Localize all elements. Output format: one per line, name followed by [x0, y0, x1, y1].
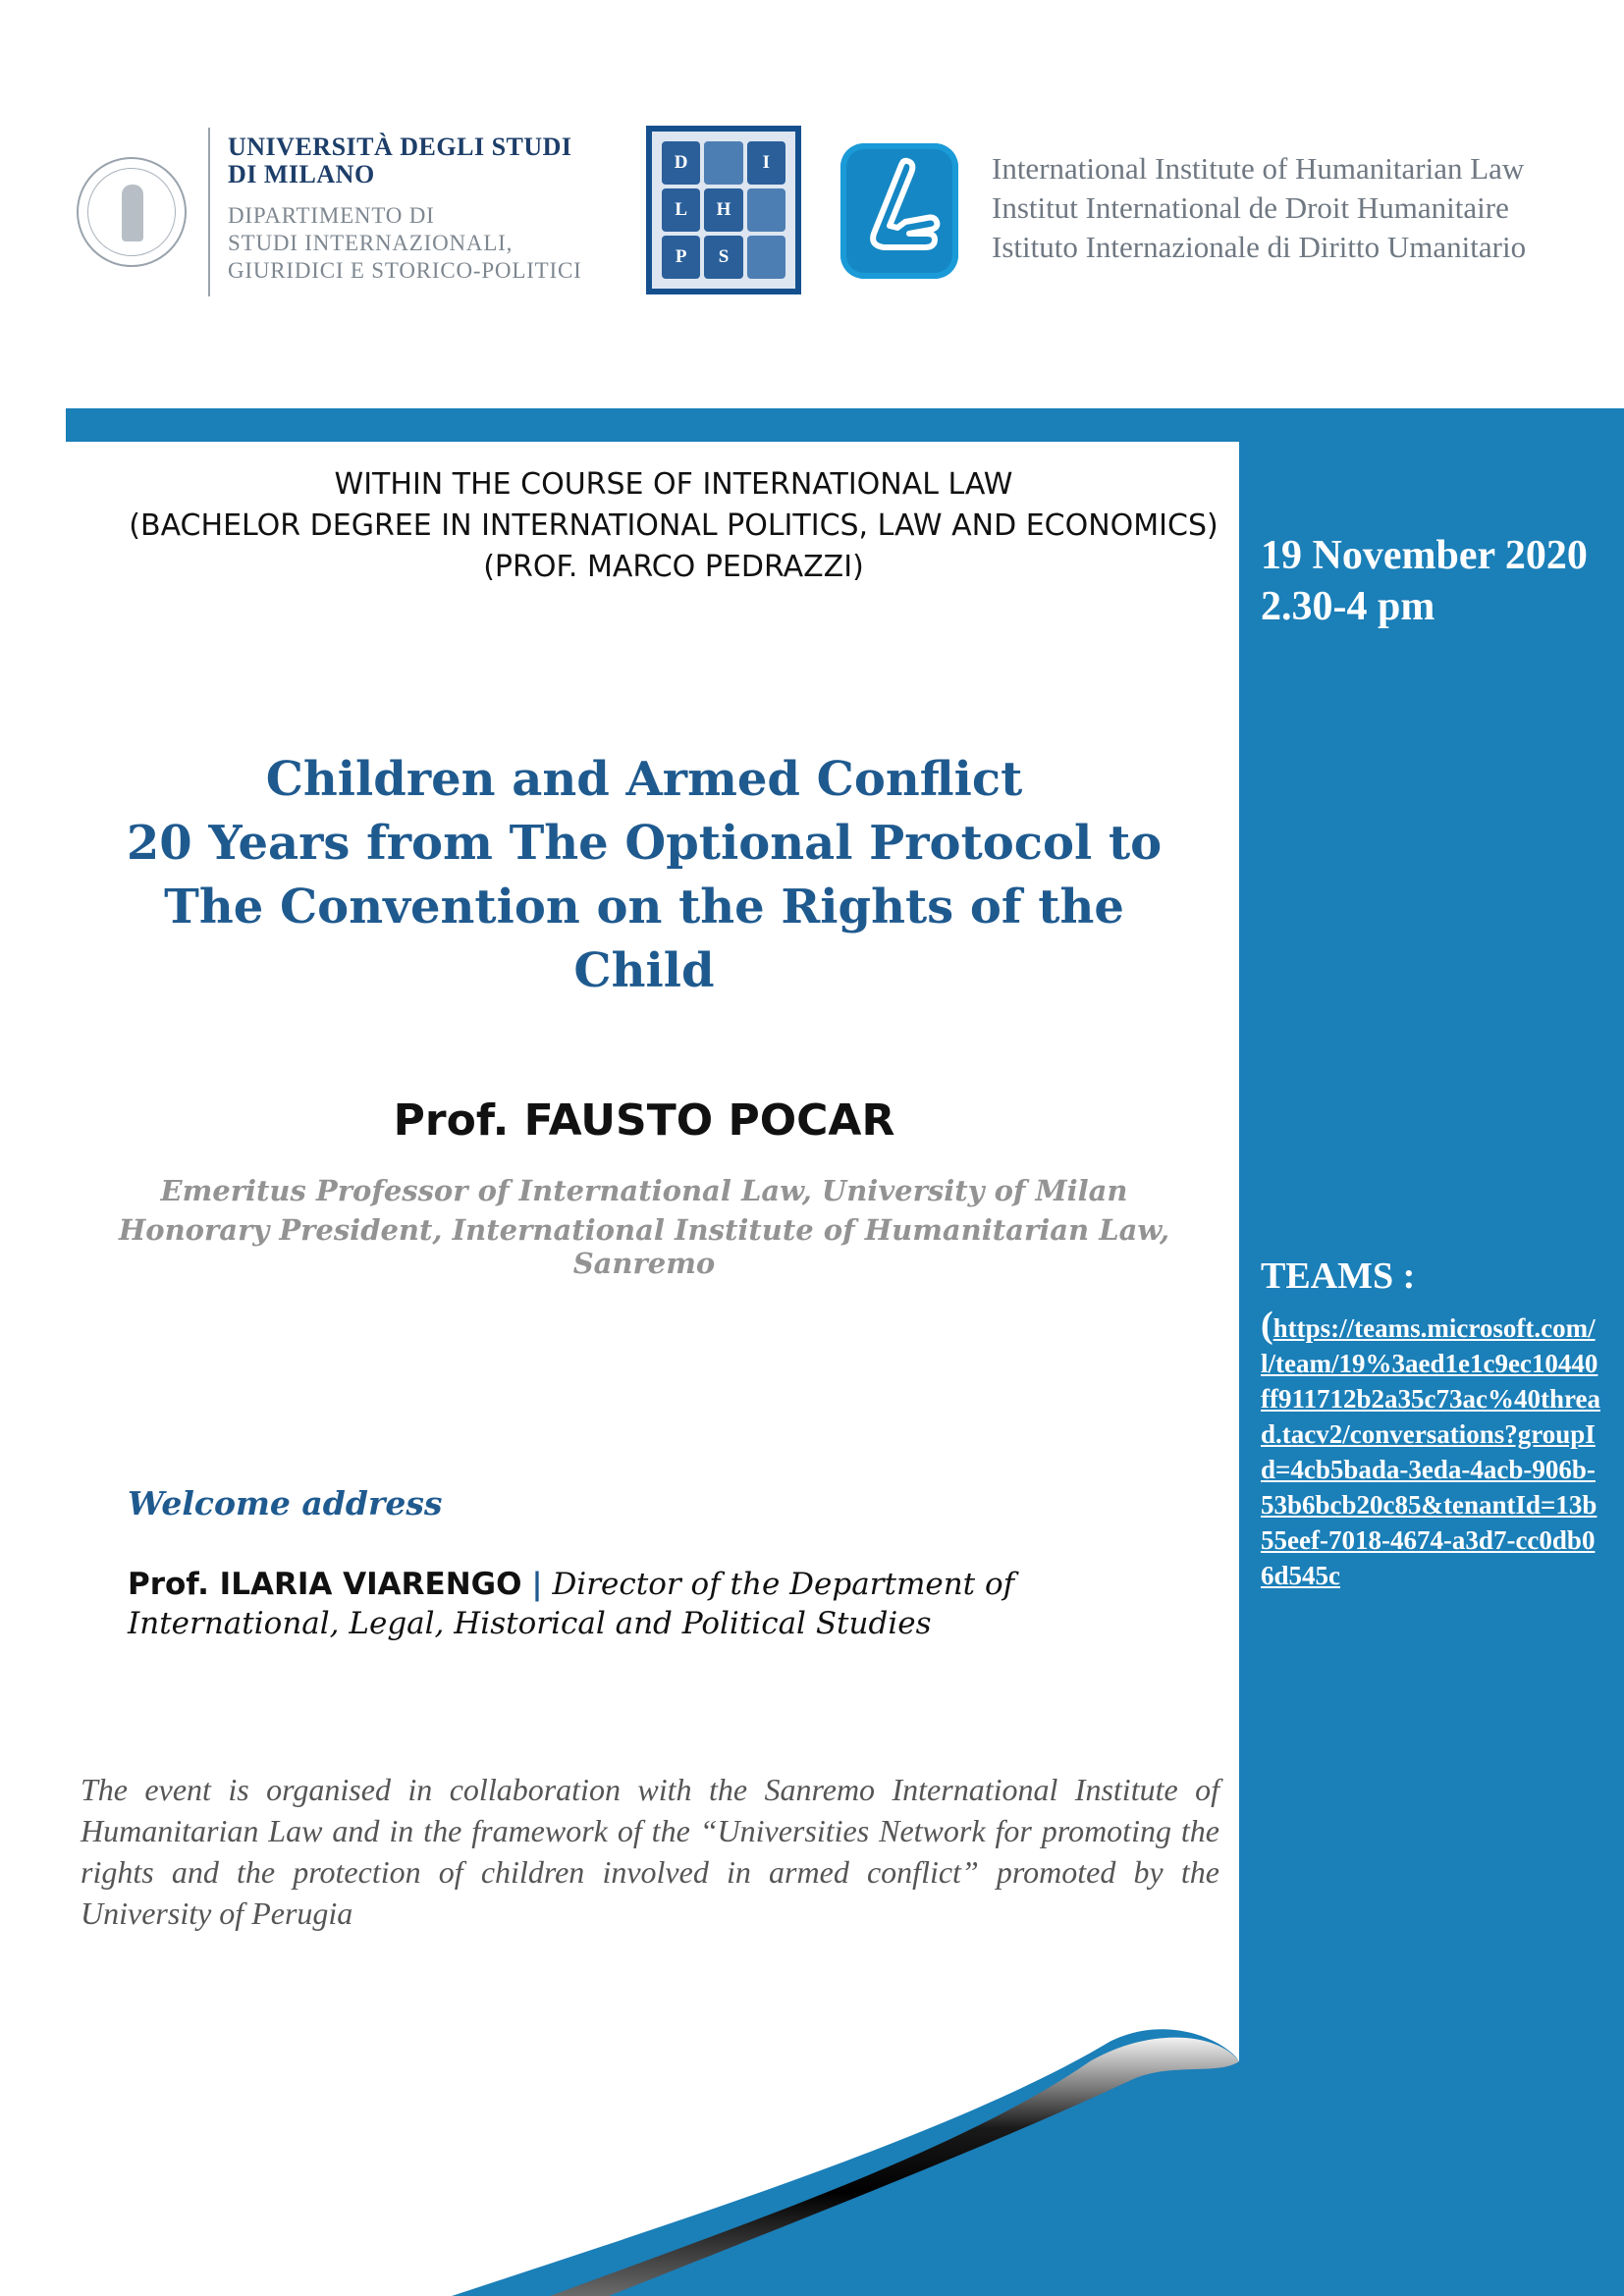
seal-figure	[122, 185, 143, 241]
puzzle-piece: D	[662, 141, 700, 185]
welcome-speaker	[128, 1565, 1219, 1643]
collaboration-note: The event is organised in collaboration with the Sanremo International Institute of Humanitarian Law and in the framework of the “Universities Network for promoting the rights and the protection of children involved in armed conflict” promoted by the University of Perugia	[81, 1772, 1219, 1931]
unimi-seal-logo	[77, 157, 187, 267]
puzzle-piece	[704, 141, 742, 185]
title-line-3: The Convention on the Rights of the Child	[164, 880, 1124, 998]
title-line-1: Children and Armed Conflict	[265, 752, 1023, 807]
title-line-2: 20 Years from The Optional Protocol to	[126, 816, 1163, 871]
iihl-hand-logo	[840, 143, 958, 279]
logo-divider	[208, 128, 210, 296]
event-date: 19 November 2020	[1261, 533, 1588, 578]
teams-label: TEAMS :	[1261, 1255, 1416, 1297]
puzzle-piece: S	[704, 236, 742, 279]
dilhps-puzzle-logo	[646, 126, 801, 294]
speaker-name: Prof. FAUSTO POCAR	[393, 1095, 895, 1146]
speaker-role-1: Emeritus Professor of International Law, University of Milan	[160, 1174, 1128, 1207]
puzzle-piece: P	[662, 236, 700, 279]
university-name: UNIVERSITÀ DEGLI STUDI DI MILANO	[228, 133, 572, 188]
puzzle-piece: H	[704, 188, 742, 232]
welcome-heading: Welcome address	[128, 1484, 443, 1522]
hand-icon	[840, 143, 958, 279]
welcome-speaker-title: Director of the Department of International, Legal, Historical and Political Studies	[128, 1567, 1015, 1641]
course-line-3: (PROF. MARCO PEDRAZZI)	[483, 550, 864, 584]
puzzle-piece	[747, 236, 785, 279]
event-time: 2.30-4 pm	[1261, 584, 1435, 629]
course-line-2: (BACHELOR DEGREE IN INTERNATIONAL POLITICS, LAW AND ECONOMICS)	[129, 508, 1218, 543]
link-paren: (	[1261, 1305, 1273, 1346]
page-curl-decoration	[0, 2022, 1239, 2296]
department-name: DIPARTIMENTO DI STUDI INTERNAZIONALI, GIURIDICI E STORICO-POLITICI	[228, 203, 582, 283]
event-title	[88, 748, 1200, 1003]
iihl-name: International Institute of Humanitarian Law Institut International de Droit Humanitaire Istituto Internazionale di Diritto Umanitario	[992, 151, 1527, 264]
puzzle-piece: I	[747, 141, 785, 185]
puzzle-piece: L	[662, 188, 700, 232]
welcome-speaker-name: Prof. ILARIA VIARENGO	[128, 1567, 522, 1602]
separator: |	[531, 1567, 543, 1602]
teams-link-block	[1261, 1305, 1604, 1593]
puzzle-piece	[747, 188, 785, 232]
speaker-role-2: Honorary President, International Institute of Humanitarian Law, Sanremo	[118, 1213, 1170, 1280]
teams-link[interactable]: https://teams.microsoft.com/l/team/19%3aed1e1c9ec10440ff911712b2a35c73ac%40thread.tacv2/conversations?groupId=4cb5bada-3eda-4acb-906b-53b6bcb20c85&tenantId=13b55eef-7018-4674-a3d7-cc0db06d545c	[1261, 1313, 1600, 1590]
course-line-1: WITHIN THE COURSE OF INTERNATIONAL LAW	[334, 467, 1013, 502]
